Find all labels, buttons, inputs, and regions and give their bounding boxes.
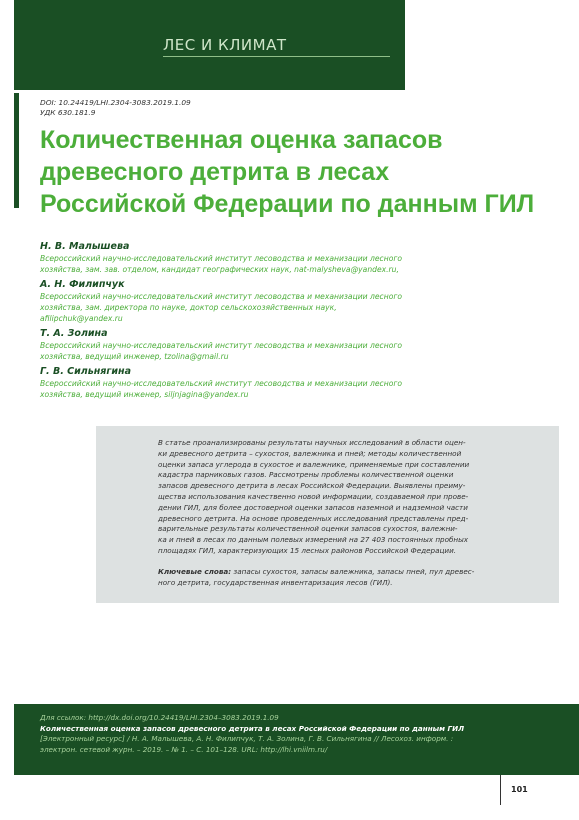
author-name: А. Н. Филипчук (40, 279, 125, 290)
aff-line: afilipchuk@yandex.ru (40, 314, 123, 323)
author-name: Т. А. Золина (40, 328, 108, 339)
article-meta (40, 98, 191, 118)
abstract-text (158, 438, 548, 557)
citation-line[interactable]: электрон. сетевой журн. – 2019. – № 1. – С. 101–128. URL: http://lhi.vniilm.ru/ (40, 744, 328, 754)
aff-line: Всероссийский научно-исследовательский институт лесоводства и механизации лесного (40, 341, 402, 350)
abstract-line: запасов древесного детрита в лесах Российской Федерации. Выявлены преиму- (158, 481, 466, 491)
abstract-line: дении ГИЛ, для более достоверной оценки запасов наземной и надземной части (158, 502, 468, 512)
citation-title: Количественная оценка запасов древесного детрита в лесах Российской Федерации по данным ГИЛ (40, 723, 465, 733)
rubric-underline (163, 56, 390, 57)
rubric-label: ЛЕС И КЛИМАТ (163, 36, 287, 54)
keywords (158, 567, 548, 589)
aff-line: хозяйства, ведущий инженер, tzolina@gmail.ru (40, 352, 229, 361)
abstract-line: ки древесного детрита – сухостоя, валежника и пней; методы количественной (158, 448, 462, 458)
aff-line: хозяйства, зам. зав. отделом, кандидат географических наук, nat-malysheva@yandex.ru, (40, 265, 399, 274)
citation-box (14, 704, 579, 775)
keywords-text: запасы сухостоя, запасы валежника, запасы пней, пул древес- (233, 567, 475, 576)
abstract-line: ка и пней в лесах по данным полевых измерений на 27 403 постоянных пробных (158, 535, 469, 545)
author (40, 278, 510, 324)
abstract-line: площадях ГИЛ, характеризующих 15 лесных районов Российской Федерации. (158, 545, 457, 555)
author-affiliation (40, 253, 510, 275)
aff-line: Всероссийский научно-исследовательский институт лесоводства и механизации лесного (40, 379, 402, 388)
article-title (40, 124, 540, 220)
abstract-line: щества использования качественно новой информации, создаваемой при прове- (158, 491, 469, 501)
author (40, 327, 510, 362)
keywords-label: Ключевые слова: (158, 567, 232, 576)
author-name: Г. В. Сильнягина (40, 366, 131, 377)
aff-line: хозяйства, зам. директора по науке, доктор сельскохозяйственных наук, (40, 303, 337, 312)
aff-line: Всероссийский научно-исследовательский институт лесоводства и механизации лесного (40, 292, 402, 301)
title-line: Российской Федерации по данным ГИЛ (40, 190, 535, 218)
keywords-line (158, 567, 548, 578)
aff-line: Всероссийский научно-исследовательский институт лесоводства и механизации лесного (40, 254, 402, 263)
citation-link[interactable]: Для ссылок: http://dx.doi.org/10.24419/LHI.2304–3083.2019.1.09 (40, 713, 279, 722)
author-affiliation (40, 291, 510, 324)
author (40, 240, 510, 275)
title-side-bar (14, 93, 19, 208)
author-name: Н. В. Малышева (40, 241, 130, 252)
author-affiliation (40, 340, 510, 362)
author-affiliation (40, 378, 510, 400)
abstract-line: древесного детрита. На основе проведенных исследований представлены пред- (158, 513, 469, 523)
abstract-box (96, 426, 559, 603)
abstract-line: оценки запаса углерода в сухостое и валежнике, применяемые при составлении (158, 459, 470, 469)
title-line: древесного детрита в лесах (40, 158, 390, 186)
header-banner (14, 0, 405, 90)
authors-list (40, 240, 510, 403)
author (40, 365, 510, 400)
title-line: Количественная оценка запасов (40, 126, 443, 154)
abstract-line: варительные результаты количественной оценки запасов сухостоя, валежни- (158, 524, 458, 534)
keywords-text: ного детрита, государственная инвентаризация лесов (ГИЛ). (158, 577, 393, 587)
abstract-line: кадастра парниковых газов. Рассмотрены проблемы количественной оценки (158, 470, 454, 480)
citation-line: [Электронный ресурс] / Н. А. Малышева, А. Н. Филипчук, Т. А. Золина, Г. В. Сильнягина // Лесохоз. информ. : (40, 734, 454, 743)
citation-text (40, 713, 560, 755)
doi: DOI: 10.24419/LHI.2304-3083.2019.1.09 (40, 98, 191, 107)
page-number: 101 (511, 785, 528, 794)
abstract-line: В статье проанализированы результаты научных исследований в области оцен- (158, 438, 466, 447)
udk: УДК 630.181.9 (40, 108, 96, 117)
page-number-separator (500, 775, 501, 805)
aff-line: хозяйства, ведущий инженер, siljnjagina@yandex.ru (40, 390, 249, 399)
